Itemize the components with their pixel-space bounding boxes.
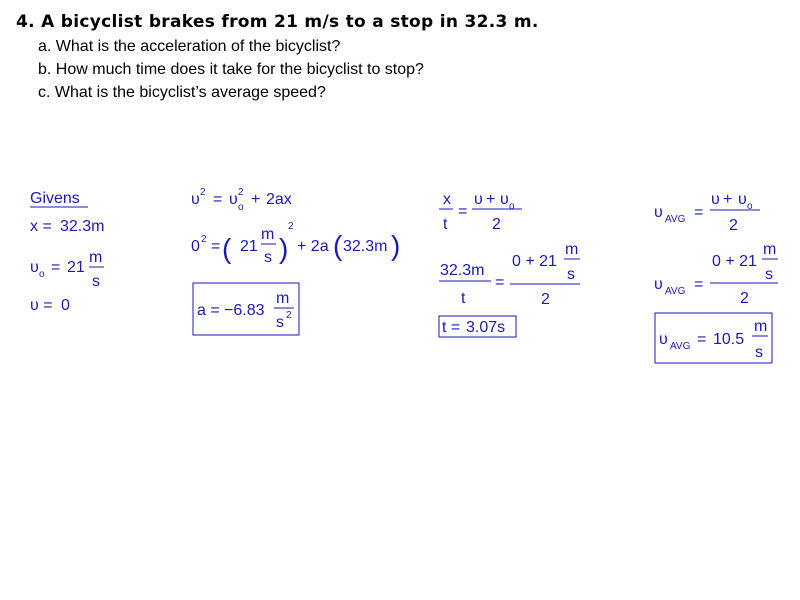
part-a-work xyxy=(191,187,400,335)
answer-c-unit-num: m xyxy=(754,318,768,335)
sub-x-close-paren: ) xyxy=(391,230,401,261)
c-rhs-plus: + xyxy=(723,191,733,208)
b-rhs-v0: υ xyxy=(500,191,509,208)
sub-equals: = xyxy=(211,238,221,255)
givens-v0-unit-den: s xyxy=(92,273,100,290)
sub-tail: + 2a xyxy=(297,238,329,255)
givens-v-label: υ = xyxy=(30,297,53,314)
answer-b-label: t = xyxy=(442,319,461,336)
givens-v0-subscript: o xyxy=(39,269,45,280)
givens-heading: Givens xyxy=(30,190,80,207)
sub-paren-exponent: 2 xyxy=(288,221,294,232)
sub-open-paren: ( xyxy=(222,233,232,264)
answer-a-label: a = xyxy=(197,302,220,319)
sub-close-paren: ) xyxy=(279,233,289,264)
c-sub-vavg-subscript: AVG xyxy=(665,286,686,297)
b-sub-rhs-den: 2 xyxy=(541,291,550,308)
b-rhs-plus: + xyxy=(486,191,496,208)
givens-v0-symbol: υ xyxy=(30,259,39,276)
sub-x-open-paren: ( xyxy=(333,230,343,261)
givens-x-label: x = xyxy=(30,218,52,235)
b-sub-rhs-num: 0 + 21 xyxy=(512,253,557,270)
c-sub-unit-den: s xyxy=(765,266,773,283)
b-rhs-den: 2 xyxy=(492,216,501,233)
b-lhs-num: x xyxy=(443,191,451,208)
sub-unit-num: m xyxy=(261,226,275,243)
c-sub-rhs-num: 0 + 21 xyxy=(712,253,757,270)
sub-21: 21 xyxy=(240,238,258,255)
part-c-work xyxy=(654,191,778,363)
b-rhs-v: υ xyxy=(474,191,483,208)
answer-b-value: 3.07s xyxy=(466,319,506,336)
eq-plus: + xyxy=(251,191,261,208)
givens-v0-eq: = xyxy=(51,259,61,276)
c-equals: = xyxy=(694,204,704,221)
eq-v0-symbol: υ xyxy=(229,191,238,208)
b-sub-equals: = xyxy=(495,274,505,291)
question-a: a. What is the acceleration of the bicyclist? xyxy=(38,38,341,55)
answer-a-unit-exponent: 2 xyxy=(286,310,292,321)
sub-unit-den: s xyxy=(264,249,272,266)
eq-v-squared: υ xyxy=(191,191,200,208)
c-sub-unit-num: m xyxy=(763,241,777,258)
c-rhs-v: υ xyxy=(711,191,720,208)
eq-v-exponent: 2 xyxy=(200,187,206,198)
c-sub-equals: = xyxy=(694,276,704,293)
eq-equals: = xyxy=(213,191,223,208)
b-equals: = xyxy=(458,203,468,220)
b-sub-lhs-den: t xyxy=(461,290,466,307)
part-b-work xyxy=(439,191,580,337)
sub-zero-exponent: 2 xyxy=(201,234,207,245)
c-rhs-den: 2 xyxy=(729,217,738,234)
givens-v-value: 0 xyxy=(61,297,70,314)
answer-c-vavg-subscript: AVG xyxy=(670,341,691,352)
b-rhs-v0-subscript: o xyxy=(509,201,515,212)
eq-rhs-2ax: 2ax xyxy=(266,191,292,208)
c-vavg-subscript: AVG xyxy=(665,214,686,225)
answer-a-unit-den: s xyxy=(276,314,284,331)
eq-v0-exponent: 2 xyxy=(238,187,244,198)
b-sub-unit-den: s xyxy=(567,266,575,283)
answer-a-value: −6.83 xyxy=(224,302,265,319)
question-c: c. What is the bicyclist’s average speed? xyxy=(38,84,326,101)
problem-title: 4. A bicyclist brakes from 21 m/s to a stop in 32.3 m. xyxy=(16,12,539,32)
b-lhs-den: t xyxy=(443,216,448,233)
givens-v0-unit-num: m xyxy=(89,249,103,266)
answer-c-equals: = xyxy=(697,331,707,348)
givens-column xyxy=(30,190,104,314)
answer-a-unit-num: m xyxy=(276,290,290,307)
answer-c-vavg-symbol: υ xyxy=(659,331,668,348)
b-sub-lhs-num: 32.3m xyxy=(440,262,485,279)
givens-x-value: 32.3m xyxy=(60,218,105,235)
c-rhs-v0-subscript: o xyxy=(747,201,753,212)
givens-v0-value: 21 xyxy=(67,259,85,276)
b-sub-unit-num: m xyxy=(565,241,579,258)
c-sub-vavg-symbol: υ xyxy=(654,276,663,293)
c-sub-rhs-den: 2 xyxy=(740,290,749,307)
sub-x-value: 32.3m xyxy=(343,238,388,255)
eq-v0-subscript: o xyxy=(238,202,244,213)
answer-c-unit-den: s xyxy=(755,344,763,361)
question-b: b. How much time does it take for the bicyclist to stop? xyxy=(38,61,424,78)
c-rhs-v0: υ xyxy=(738,191,747,208)
answer-c-value: 10.5 xyxy=(713,331,745,348)
c-vavg-symbol: υ xyxy=(654,204,663,221)
sub-zero: 0 xyxy=(191,238,200,255)
